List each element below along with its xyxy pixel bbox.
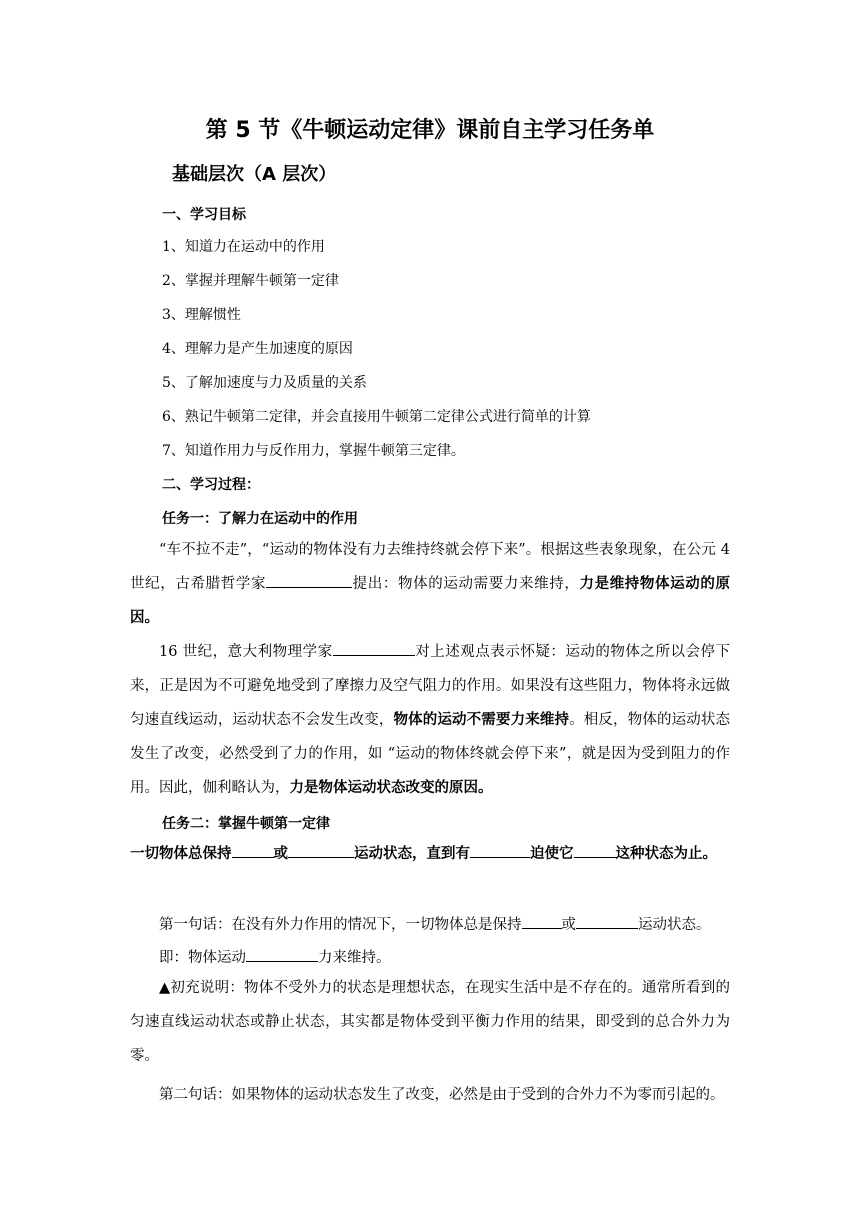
goal-item: 4、理解力是产生加速度的原因 [162, 341, 353, 357]
newton-first-law [130, 837, 730, 871]
law-blank-1[interactable] [232, 843, 274, 858]
level-heading: 基础层次（A 层次） [172, 164, 337, 185]
s1b-text-2: 力来维持。 [318, 950, 391, 966]
sentence-one-summary [130, 946, 730, 967]
law-text-2: 或 [273, 845, 288, 862]
task1-p2-text-a: 16 世纪，意大利物理学家 [159, 644, 333, 660]
law-blank-2[interactable] [288, 843, 354, 858]
task1-p2-text-d: 。相反，物体的运动状态发生了改变，必然受到了力的作用，如 “运动的物体终就会停下来”，就是因为受到阻力的作用。因此，伽利略认为， [130, 712, 731, 796]
goal-item: 3、理解惯性 [162, 307, 241, 323]
task1-p1-text-b: 提出：物体的运动需要力来维持， [352, 576, 580, 592]
s1b-blank[interactable] [246, 947, 318, 962]
task1-p1-bold: 力是维持物体运动的原因。 [130, 575, 731, 626]
task1-heading: 任务一：了解力在运动中的作用 [162, 511, 358, 527]
task2-heading: 任务二：掌握牛顿第一定律 [162, 816, 330, 832]
goal-item: 2、掌握并理解牛顿第一定律 [162, 273, 339, 289]
law-text-5: 这种状态为止。 [615, 845, 717, 862]
task1-paragraph-2 [130, 635, 730, 805]
law-text-4: 迫使它 [530, 845, 574, 862]
task1-p1-text-a: “车不拉不走”，“运动的物体没有力去维持终就会停下来”。根据这些表象现象，在公元 4 世纪，古希腊哲学家 [130, 542, 730, 592]
law-text-3: 运动状态，直到有 [354, 845, 470, 862]
philosopher-blank[interactable] [266, 573, 352, 588]
document-title: 第 5 节《牛顿运动定律》课前自主学习任务单 [205, 118, 655, 143]
section-learning-process: 二、学习过程： [162, 477, 260, 493]
s1-text-2: 或 [561, 917, 576, 933]
s1-text-1: 第一句话：在没有外力作用的情况下，一切物体总是保持 [159, 917, 522, 933]
sentence-one [130, 913, 730, 934]
s1-blank-2[interactable] [576, 914, 638, 929]
section-learning-goals: 一、学习目标 [162, 207, 246, 223]
task1-p2-bold-1: 物体的运动不需要力来维持 [393, 711, 570, 728]
goal-item: 6、熟记牛顿第二定律，并会直接用牛顿第二定律公式进行简单的计算 [162, 409, 591, 425]
law-blank-4[interactable] [574, 843, 616, 858]
sentence-two: 第二句话：如果物体的运动状态发生了改变，必然是由于受到的合外力不为零而引起的。 [159, 1087, 725, 1103]
task1-p2-text-b: 对上述观点表示怀疑：运动的物体之所以会停下来，正是因为不可避免地受到了摩擦力及空气阻力的作用。如果没有这些阻力，物体将永远做匀速直线运动，运动状态不会发生改变， [130, 644, 731, 728]
physicist-blank[interactable] [333, 641, 415, 656]
task1-p2-bold-2: 力是物体运动状态改变的原因。 [289, 779, 493, 796]
law-blank-3[interactable] [470, 843, 530, 858]
s1b-text-1: 即：物体运动 [159, 950, 246, 966]
goal-item: 7、知道作用力与反作用力，掌握牛顿第三定律。 [162, 443, 465, 459]
s1-text-3: 运动状态。 [638, 917, 711, 933]
law-text-1: 一切物体总保持 [130, 845, 232, 862]
supplementary-note: ▲初充说明：物体不受外力的状态是理想状态，在现实生活中是不存在的。通常所看到的匀速直线运动状态或静止状态，其实都是物体受到平衡力作用的结果，即受到的总合外力为零。 [130, 980, 730, 1064]
s1-blank-1[interactable] [522, 914, 562, 929]
goal-item: 5、了解加速度与力及质量的关系 [162, 375, 367, 391]
goal-item: 1、知道力在运动中的作用 [162, 239, 325, 255]
task1-paragraph-1 [130, 533, 730, 635]
